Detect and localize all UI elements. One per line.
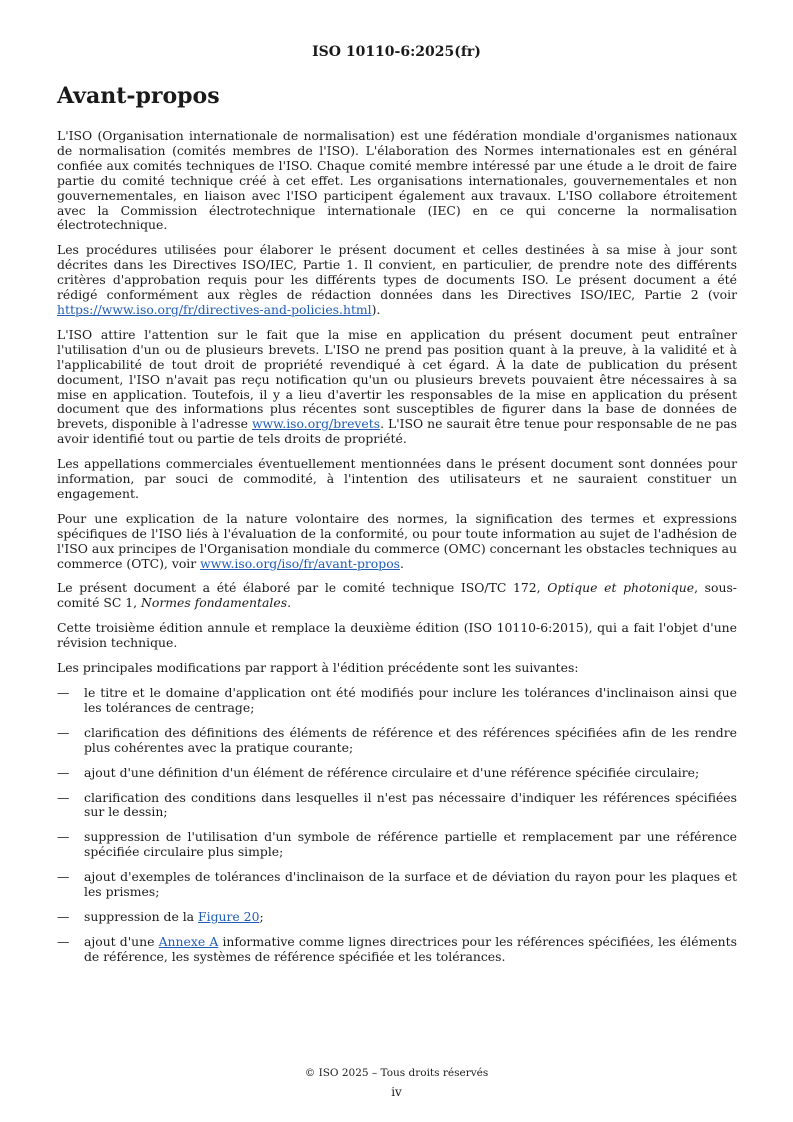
dash-bullet: — (57, 908, 70, 924)
dash-bullet: — (57, 789, 70, 805)
paragraph-committee (57, 581, 737, 611)
dash-bullet: — (57, 685, 70, 700)
list-item (57, 686, 737, 716)
directives-link[interactable]: https://www.iso.org/fr/directives-and-policies.html (57, 301, 372, 317)
list-item (57, 830, 737, 860)
committee-name: Optique et photonique (547, 580, 695, 596)
paragraph-committee-end: . (287, 595, 292, 611)
paragraph-procedures (57, 243, 737, 318)
list-item (57, 935, 737, 965)
list-item-end: informative comme lignes directrices pour les références spécifiées, les éléments de référence, les systèmes de référence spécifiée et les tolérances. (84, 933, 737, 964)
paragraph-committee-text: Le présent document a été élaboré par le comité technique ISO/TC 172, (57, 580, 548, 596)
list-item (57, 870, 737, 900)
paragraph-changes-intro: Les principales modifications par rapport à l'édition précédente sont les suivantes: (57, 660, 579, 676)
list-item-text: clarification des conditions dans lesquelles il n'est pas nécessaire d'indiquer les références spécifiées sur le dessin; (84, 789, 737, 820)
patents-link[interactable]: www.iso.org/brevets (251, 416, 381, 432)
document-id-header: ISO 10110-6:2025(fr) (312, 44, 481, 60)
foreword-body (57, 129, 737, 975)
paragraph-procedures-text: Les procédures utilisées pour élaborer le présent document et celles destinées à sa mise à jour sont décrites dans les Directives ISO/IEC, Partie 1. Il convient, en particulier, de prendre note des différents critères d'approbation requis pour les différents types de documents ISO. Le présent document a été rédigé conformément aux règles de rédaction données dans les Directives ISO/IEC, Partie 2 (voir (57, 242, 737, 303)
paragraph-patents (57, 328, 737, 447)
dash-bullet: — (57, 724, 70, 740)
paragraph-voluntary-nature-text: Pour une explication de la nature volontaire des normes, la signification des termes et expressions spécifiques de l'ISO liés à l'évaluation de la conformité, ou pour toute information au sujet de l'adhésion de l'ISO aux principes de l'Organisation mondiale du commerce (OMC) concernant les obstacles techniques au commerce (OTC), voir (57, 510, 737, 571)
list-item (57, 726, 737, 756)
paragraph-voluntary-nature-end: . (400, 555, 404, 571)
list-item-text: suppression de l'utilisation d'un symbole de référence partielle et remplacement par une référence spécifiée circulaire plus simple; (84, 829, 737, 860)
page-title: Avant-propos (57, 83, 220, 109)
paragraph-patents-end: . L'ISO ne saurait être tenue pour responsable de ne pas avoir identifié tout ou partie de tels droits de propriété. (57, 416, 737, 447)
dash-bullet: — (57, 829, 70, 845)
page-number: iv (391, 1085, 402, 1099)
copyright-footer: © ISO 2025 – Tous droits réservés (304, 1067, 489, 1079)
foreword-link[interactable]: www.iso.org/iso/fr/avant-propos (200, 555, 401, 571)
paragraph-trade-names: Les appellations commerciales éventuellement mentionnées dans le présent document sont données pour information, par souci de commodité, à l'intention des utilisateurs et ne sauraient constituer un engagement. (57, 456, 737, 501)
list-item (57, 791, 737, 821)
list-item-text: ajout d'une définition d'un élément de référence circulaire et d'une référence spécifiée circulaire; (84, 764, 700, 780)
annex-a-link[interactable]: Annexe A (158, 933, 219, 949)
paragraph-iso-intro: L'ISO (Organisation internationale de normalisation) est une fédération mondiale d'organismes nationaux de normalisation (comités membres de l'ISO). L'élaboration des Normes internationales est en général confiée aux comités techniques de l'ISO. Chaque comité membre intéressé par une étude a le droit de faire partie du comité technique créé à cet effet. Les organisations internationales, gouvernementales et non gouvernementales, en liaison avec l'ISO participent également aux travaux. L'ISO collabore étroitement avec la Commission électrotechnique internationale (IEC) en ce qui concerne la normalisation électrotechnique. (57, 128, 737, 233)
list-item-end: ; (259, 908, 264, 924)
list-item-text: ajout d'exemples de tolérances d'inclinaison de la surface et de déviation du rayon pour les plaques et les prismes; (84, 869, 737, 900)
changes-list (57, 686, 737, 965)
paragraph-edition: Cette troisième édition annule et remplace la deuxième édition (ISO 10110-6:2015), qui a fait l'objet d'une révision technique. (57, 620, 737, 651)
dash-bullet: — (57, 933, 70, 949)
list-item-text: clarification des définitions des éléments de référence et des références spécifiées afin de les rendre plus cohérentes avec la pratique courante; (84, 724, 737, 755)
paragraph-patents-text: L'ISO attire l'attention sur le fait que la mise en application du présent document peut entraîner l'utilisation d'un ou de plusieurs brevets. L'ISO ne prend pas position quant à la preuve, à la validité et à l'applicabilité de tout droit de propriété revendiqué à cet égard. À la date de publication du présent document, l'ISO n'avait pas reçu notification qu'un ou plusieurs brevets pouvaient être nécessaires à sa mise en application. Toutefois, il y a lieu d'avertir les responsables de la mise en application du présent document que des informations plus récentes sont susceptibles de figurer dans la base de données de brevets, disponible à l'adresse (57, 326, 737, 432)
list-item-text: le titre et le domaine d'application ont été modifiés pour inclure les tolérances d'inclinaison ainsi que les tolérances de centrage; (84, 685, 737, 715)
list-item (57, 910, 737, 925)
paragraph-voluntary-nature (57, 512, 737, 572)
list-item-text: suppression de la (84, 908, 199, 924)
figure-20-link[interactable]: Figure 20 (198, 908, 260, 924)
dash-bullet: — (57, 764, 70, 780)
paragraph-committee-mid: , sous-comité SC 1, (57, 580, 737, 611)
list-item (57, 766, 737, 781)
dash-bullet: — (57, 869, 70, 885)
paragraph-procedures-end: ). (371, 301, 381, 317)
list-item-text: ajout d'une (84, 933, 159, 949)
subcommittee-name: Normes fondamentales (141, 595, 288, 611)
